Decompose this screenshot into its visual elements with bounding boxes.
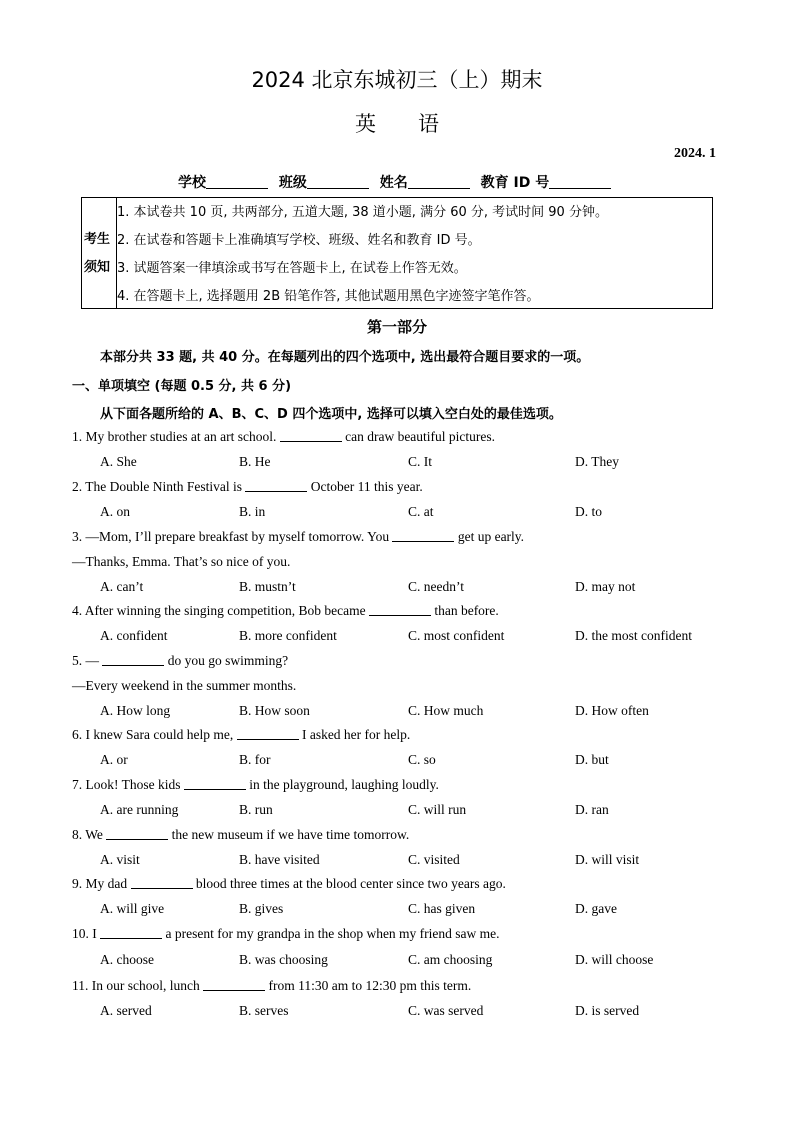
question-stem-end: blood three times at the blood center since two years ago. bbox=[195, 876, 506, 891]
question-stem-end: October 11 this year. bbox=[310, 479, 423, 494]
question-5-reply: —Every weekend in the summer months. bbox=[72, 678, 297, 693]
question-10-option-c: C. am choosing bbox=[408, 952, 493, 967]
question-8 bbox=[72, 827, 409, 843]
question-9 bbox=[72, 876, 506, 892]
question-stem-end: get up early. bbox=[457, 529, 525, 544]
question-stem-end: can draw beautiful pictures. bbox=[345, 429, 496, 444]
class-label: 班级 bbox=[278, 175, 307, 191]
question-4-option-c: C. most confident bbox=[408, 628, 505, 643]
section-intro: 本部分共 33 题, 共 40 分。在每题列出的四个选项中, 选出最符合题目要求的一项。 bbox=[100, 350, 590, 365]
question-stem-start: 3. —Mom, I’ll prepare breakfast by myself tomorrow. You bbox=[72, 529, 390, 544]
question-3-option-d: D. may not bbox=[575, 579, 636, 594]
question-7 bbox=[72, 777, 439, 793]
question-11-option-c: C. was served bbox=[408, 1003, 484, 1018]
question-1-option-b: B. He bbox=[239, 454, 271, 469]
question-8-option-b: B. have visited bbox=[239, 852, 320, 867]
answer-blank bbox=[369, 603, 431, 616]
question-stem-start: 6. I knew Sara could help me, bbox=[72, 727, 234, 742]
question-4-option-d: D. the most confident bbox=[575, 628, 692, 643]
notice-heading-line1: 考生 bbox=[84, 232, 111, 247]
exam-title: 2024 北京东城初三（上）期末 bbox=[251, 68, 543, 92]
name-blank bbox=[408, 174, 470, 189]
question-1-option-d: D. They bbox=[575, 454, 619, 469]
question-1-option-c: C. It bbox=[408, 454, 433, 469]
question-stem-end: the new museum if we have time tomorrow. bbox=[171, 827, 410, 842]
notice-item-3: 3. 试题答案一律填涂或书写在答题卡上, 在试卷上作答无效。 bbox=[117, 261, 467, 276]
question-stem-start: 8. We bbox=[72, 827, 103, 842]
question-2-option-d: D. to bbox=[575, 504, 602, 519]
question-stem-start: 5. — bbox=[72, 653, 99, 668]
question-stem-start: 2. The Double Ninth Festival is bbox=[72, 479, 242, 494]
answer-blank bbox=[102, 653, 164, 666]
exam-date: 2024. 1 bbox=[674, 146, 716, 161]
question-10-option-a: A. choose bbox=[100, 952, 154, 967]
notice-item-2: 2. 在试卷和答题卡上准确填写学校、班级、姓名和教育 ID 号。 bbox=[117, 233, 481, 248]
question-9-option-d: D. gave bbox=[575, 901, 617, 916]
question-4-option-a: A. confident bbox=[100, 628, 168, 643]
question-5-option-c: C. How much bbox=[408, 703, 484, 718]
question-6-option-a: A. or bbox=[100, 752, 128, 767]
section-title: 第一部分 bbox=[366, 318, 427, 336]
exam-notice-box bbox=[81, 197, 713, 309]
question-7-option-d: D. ran bbox=[575, 802, 609, 817]
question-11 bbox=[72, 978, 471, 994]
question-8-option-d: D. will visit bbox=[575, 852, 640, 867]
question-stem-start: 9. My dad bbox=[72, 876, 128, 891]
answer-blank bbox=[184, 777, 246, 790]
question-9-option-a: A. will give bbox=[100, 901, 165, 916]
answer-blank bbox=[106, 827, 168, 840]
question-stem-start: 4. After winning the singing competition, Bob became bbox=[72, 603, 366, 618]
id-blank bbox=[549, 174, 611, 189]
notice-item-1: 1. 本试卷共 10 页, 共两部分, 五道大题, 38 道小题, 满分 60 分, 考试时间 90 分钟。 bbox=[117, 205, 608, 220]
question-9-option-c: C. has given bbox=[408, 901, 476, 916]
question-1 bbox=[72, 429, 495, 445]
student-info-line bbox=[178, 172, 617, 192]
question-10-option-b: B. was choosing bbox=[239, 952, 328, 967]
question-3-option-a: A. can’t bbox=[100, 579, 144, 594]
question-5 bbox=[72, 653, 288, 669]
question-8-option-c: C. visited bbox=[408, 852, 460, 867]
question-stem-end: than before. bbox=[434, 603, 499, 618]
question-10 bbox=[72, 926, 500, 942]
part1-direction: 从下面各题所给的 A、B、C、D 四个选项中, 选择可以填入空白处的最佳选项。 bbox=[100, 407, 562, 422]
question-stem-end: a present for my grandpa in the shop when my friend saw me. bbox=[165, 926, 500, 941]
question-7-option-c: C. will run bbox=[408, 802, 467, 817]
question-3-option-b: B. mustn’t bbox=[239, 579, 296, 594]
answer-blank bbox=[237, 727, 299, 740]
question-11-option-d: D. is served bbox=[575, 1003, 640, 1018]
question-4 bbox=[72, 603, 499, 619]
question-stem-end: do you go swimming? bbox=[167, 653, 289, 668]
question-8-option-a: A. visit bbox=[100, 852, 140, 867]
question-11-option-a: A. served bbox=[100, 1003, 152, 1018]
question-2-option-b: B. in bbox=[239, 504, 266, 519]
notice-item-4: 4. 在答题卡上, 选择题用 2B 铅笔作答, 其他试题用黑色字迹签字笔作答。 bbox=[117, 289, 540, 304]
question-9-option-b: B. gives bbox=[239, 901, 284, 916]
class-blank bbox=[307, 174, 369, 189]
answer-blank bbox=[392, 529, 454, 542]
school-blank bbox=[206, 174, 268, 189]
answer-blank bbox=[131, 876, 193, 889]
question-3 bbox=[72, 529, 524, 545]
question-5-option-a: A. How long bbox=[100, 703, 171, 718]
question-6-option-b: B. for bbox=[239, 752, 271, 767]
question-stem-start: 7. Look! Those kids bbox=[72, 777, 181, 792]
question-stem-start: 10. I bbox=[72, 926, 97, 941]
question-10-option-d: D. will choose bbox=[575, 952, 654, 967]
question-7-option-b: B. run bbox=[239, 802, 273, 817]
question-1-option-a: A. She bbox=[100, 454, 137, 469]
question-11-option-b: B. serves bbox=[239, 1003, 289, 1018]
question-5-option-b: B. How soon bbox=[239, 703, 310, 718]
answer-blank bbox=[280, 429, 342, 442]
answer-blank bbox=[100, 926, 162, 939]
notice-heading-line2: 须知 bbox=[84, 260, 111, 275]
id-label: 教育 ID 号 bbox=[480, 175, 550, 191]
question-stem-start: 1. My brother studies at an art school. bbox=[72, 429, 277, 444]
name-label: 姓名 bbox=[379, 175, 408, 191]
question-2-option-c: C. at bbox=[408, 504, 434, 519]
school-label: 学校 bbox=[178, 175, 206, 191]
question-7-option-a: A. are running bbox=[100, 802, 179, 817]
question-stem-end: I asked her for help. bbox=[301, 727, 411, 742]
question-3-reply: —Thanks, Emma. That’s so nice of you. bbox=[72, 554, 291, 569]
exam-subject: 英 语 bbox=[355, 112, 439, 136]
question-6-option-c: C. so bbox=[408, 752, 436, 767]
question-6 bbox=[72, 727, 410, 743]
question-2-option-a: A. on bbox=[100, 504, 130, 519]
question-stem-start: 11. In our school, lunch bbox=[72, 978, 200, 993]
answer-blank bbox=[203, 978, 265, 991]
question-3-option-c: C. needn’t bbox=[408, 579, 464, 594]
question-stem-end: from 11:30 am to 12:30 pm this term. bbox=[268, 978, 472, 993]
question-4-option-b: B. more confident bbox=[239, 628, 337, 643]
question-5-option-d: D. How often bbox=[575, 703, 649, 718]
answer-blank bbox=[245, 479, 307, 492]
question-6-option-d: D. but bbox=[575, 752, 609, 767]
question-stem-end: in the playground, laughing loudly. bbox=[249, 777, 439, 792]
question-2 bbox=[72, 479, 423, 495]
part1-heading: 一、单项填空 (每题 0.5 分, 共 6 分) bbox=[72, 379, 292, 394]
notice-heading bbox=[82, 198, 117, 308]
